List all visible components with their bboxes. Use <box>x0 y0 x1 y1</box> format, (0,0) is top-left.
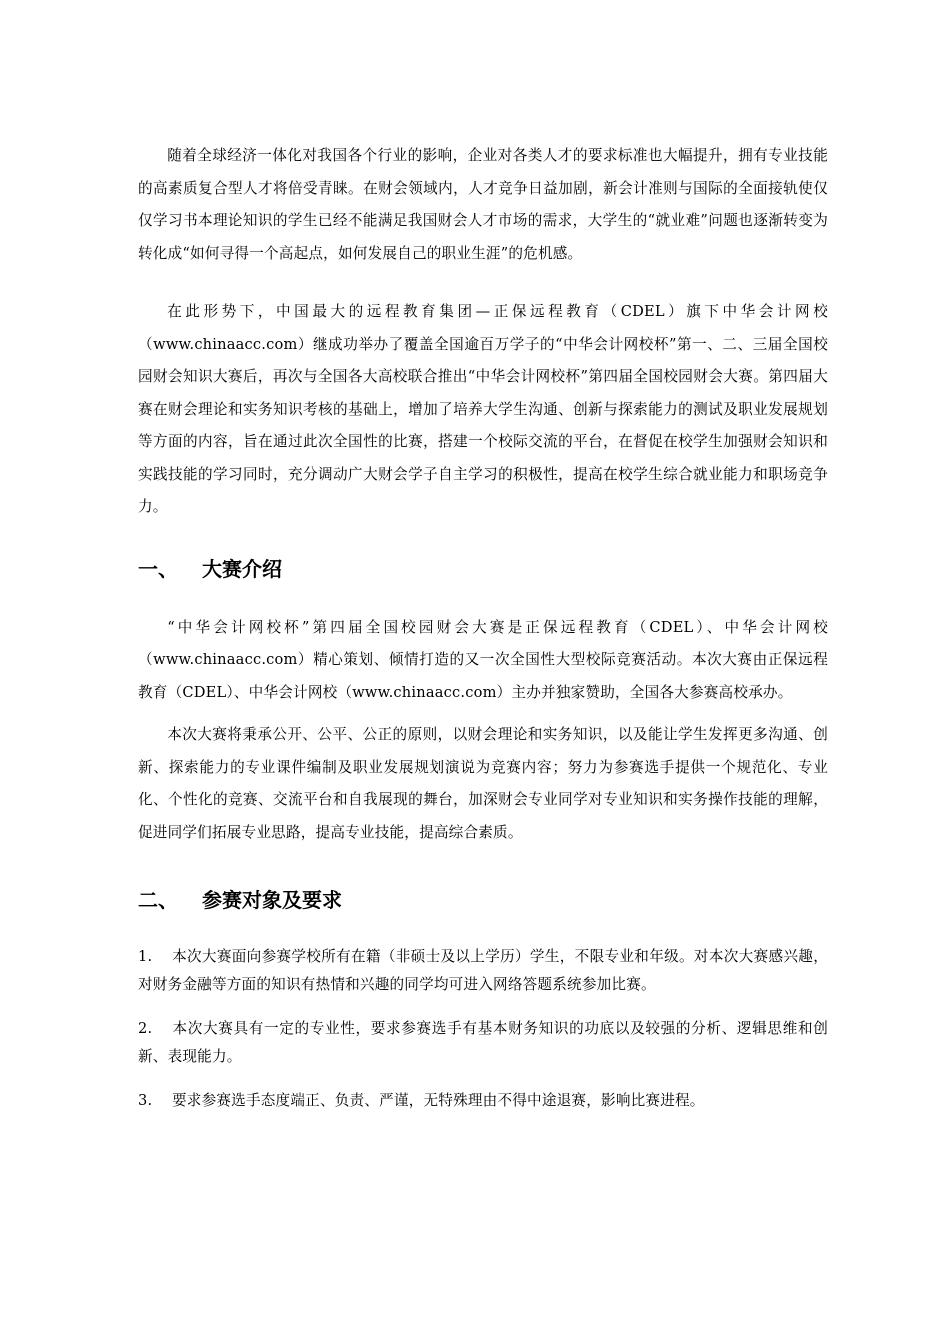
section-paragraph: “中华会计网校杯”第四届全国校园财会大赛是正保远程教育（CDEL）、中华会计网校（www.chinaacc.com）精心策划、倾情打造的又一次全国性大型校际竞赛活动。本次大赛由正保远程教育（CDEL）、中华会计网校（www.chinaacc.com）主办并独家赞助，全国各大参赛高校承办。 <box>138 618 828 701</box>
list-item <box>138 943 828 999</box>
section-number: 一、 <box>138 556 178 581</box>
list-item-index: 2. <box>138 1020 153 1037</box>
list-item-index: 1. <box>138 948 153 965</box>
intro-paragraph: 在此形势下，中国最大的远程教育集团—正保远程教育（CDEL）旗下中华会计网校（www.chinaacc.com）继成功举办了覆盖全国逾百万学子的“中华会计网校杯”第一、二、三届全国校园财会知识大赛后，再次与全国各大高校联合推出“中华会计网校杯”第四届全国校园财会大赛。第四届大赛在财会理论和实务知识考核的基础上，增加了培养大学生沟通、创新与探索能力的测试及职业发展规划等方面的内容，旨在通过此次全国性的比赛，搭建一个校际交流的平台，在督促在校学生加强财会知识和实践技能的学习同时，充分调动广大财会学子自主学习的积极性，提高在校学生综合就业能力和职场竞争力。 <box>138 303 828 515</box>
list-item-index: 3. <box>138 1092 153 1109</box>
section-title: 参赛对象及要求 <box>202 888 342 912</box>
list-item-text: 要求参赛选手态度端正、负责、严谨，无特殊理由不得中途退赛，影响比赛进程。 <box>172 1092 705 1109</box>
section-heading <box>138 554 828 584</box>
list-item-text: 本次大赛具有一定的专业性，要求参赛选手有基本财务知识的功底以及较强的分析、逻辑思维和创新、表现能力。 <box>138 1020 828 1065</box>
section-heading <box>138 885 828 915</box>
list-item <box>138 1015 828 1071</box>
section-paragraph: 本次大赛将秉承公开、公平、公正的原则，以财会理论和实务知识，以及能让学生发挥更多沟通、创新、探索能力的专业课件编制及职业发展规划演说为竞赛内容；努力为参赛选手提供一个规范化、专业化、个性化的竞赛、交流平台和自我展现的舞台，加深财会专业同学对专业知识和实务操作技能的理解，促进同学们拓展专业思路，提高专业技能，提高综合素质。 <box>138 726 828 841</box>
section-title: 大赛介绍 <box>202 556 282 581</box>
list-item-text: 本次大赛面向参赛学校所有在籍（非硕士及以上学历）学生，不限专业和年级。对本次大赛感兴趣，对财务金融等方面的知识有热情和兴趣的同学均可进入网络答题系统参加比赛。 <box>138 948 828 993</box>
list-item <box>138 1087 828 1115</box>
document-page <box>138 140 828 1115</box>
intro-paragraph: 随着全球经济一体化对我国各个行业的影响，企业对各类人才的要求标准也大幅提升，拥有专业技能的高素质复合型人才将倍受青睐。在财会领域内，人才竞争日益加剧，新会计准则与国际的全面接轨使仅仅学习书本理论知识的学生已经不能满足我国财会人才市场的需求，大学生的“就业难”问题也逐渐转变为转化成“如何寻得一个高起点，如何发展自己的职业生涯”的危机感。 <box>138 147 828 262</box>
section-number: 二、 <box>138 888 178 912</box>
